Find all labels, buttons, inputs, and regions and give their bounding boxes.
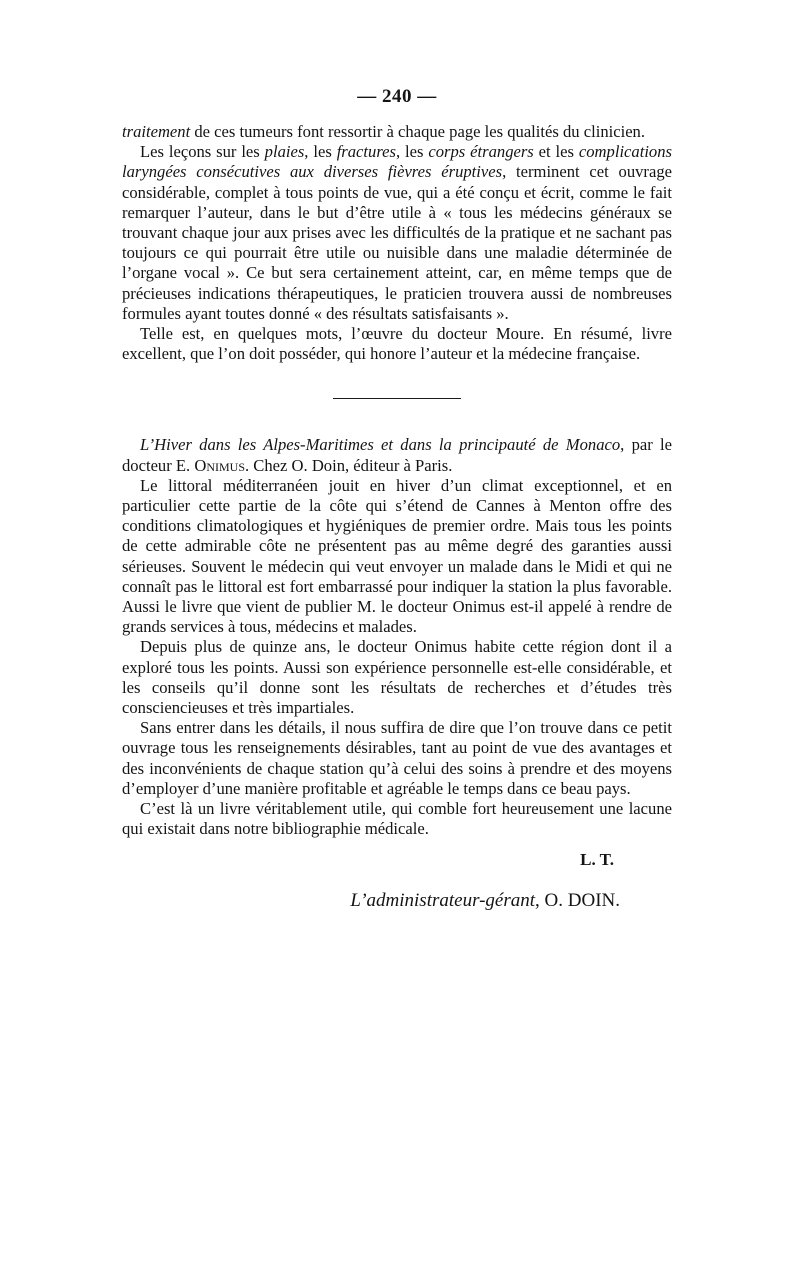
- paragraph-continuation: traitement de ces tumeurs font ressortir à chaque page les qualités du clinicien.: [122, 122, 646, 141]
- italic-term: traitement: [122, 122, 191, 141]
- paragraph-final: C’est là un livre véritablement utile, qui comble fort heureusement une lacune qui existait dans notre bibliographie médicale.: [122, 799, 672, 839]
- paragraph-lessons: Les leçons sur les plaies, les fractures, les corps étrangers et les complications laryngées consécutives aux diverses fièvres éruptives, terminent cet ouvrage considérable, complet à tous points de vue, qui a été conçu et écrit, comme le fait remarquer l’auteur, dans le but d’être utile à « tous les médecins généraux se trouvant chaque jour aux prises avec les difficultés de la pratique et ne sachant pas toujours ce qui pourrait être utile ou nuisible dans une maladie déterminée de l’organe vocal ». Ce but sera certainement atteint, car, en même temps que de précieuses indications thérapeutiques, le praticien trouvera aussi de nombreuses formules ayant toutes donné « des résultats satisfaisants ».: [122, 142, 672, 323]
- paragraph-conclusion: Telle est, en quelques mots, l’œuvre du docteur Moure. En résumé, livre excellent, que l’on doit posséder, qui honore l’auteur et la médecine française.: [122, 324, 672, 364]
- section-divider: [333, 398, 461, 399]
- reviewer-signature: L. T.: [580, 849, 614, 869]
- publisher-line: L’administrateur-gérant, O. DOIN.: [350, 889, 620, 911]
- page-number: — 240 —: [357, 86, 437, 107]
- paragraph-littoral: Le littoral méditerranéen jouit en hiver d’un climat exceptionnel, et en particulier cette partie de la côte qui s’étend de Cannes à Menton offre des conditions climatologiques et hygiéniques de premier ordre. Mais tous les points de cette admirable côte ne présentent pas au même degré des garanties aussi sérieuses. Souvent le médecin qui veut envoyer un malade dans le Midi et qui ne connaît pas le littoral est fort embarrassé pour indiquer la station la plus favorable. Aussi le livre que vient de publier M. le docteur Onimus est-il appelé à rendre de grands services à tous, médecins et malades.: [122, 475, 672, 637]
- author-name: Onimus: [194, 455, 245, 475]
- book-page: [122, 86, 672, 912]
- review-title: L’Hiver dans les Alpes-Maritimes et dans la principauté de Monaco, par le docteur E. Onimus. Chez O. Doin, éditeur à Paris.: [122, 435, 672, 475]
- paragraph-details: Sans entrer dans les détails, il nous suffira de dire que l’on trouve dans ce petit ouvrage tous les renseignements désirables, tant au point de vue des avantages et des inconvénients de chaque station qu’à celui des soins à prendre et des moyens d’employer d’une manière profitable et agréable le temps dans ce beau pays.: [122, 718, 672, 798]
- paragraph-experience: Depuis plus de quinze ans, le docteur Onimus habite cette région dont il a exploré tous les points. Aussi son expérience personnelle est-elle considérable, et les conseils qu’il donne sont les résultats de recherches et d’études très consciencieuses et très impartiales.: [122, 637, 672, 718]
